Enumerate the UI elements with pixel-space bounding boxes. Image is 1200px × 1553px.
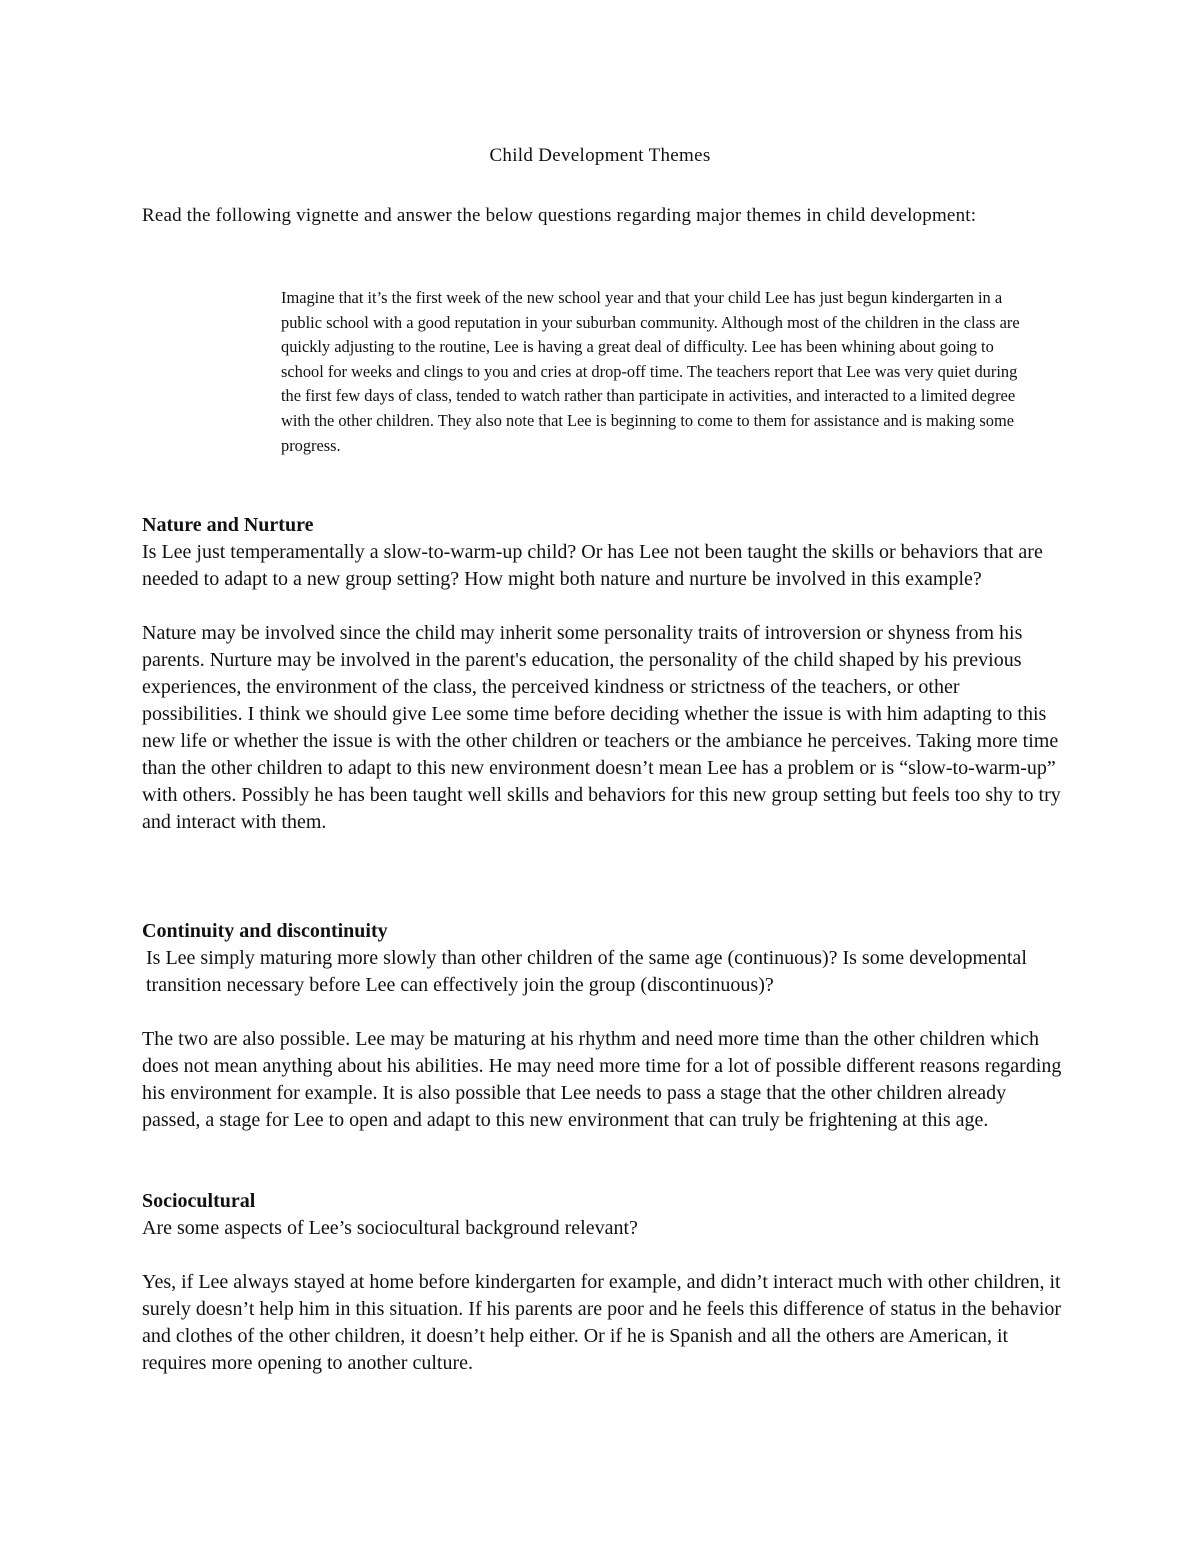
section-answer: Yes, if Lee always stayed at home before kindergarten for example, and didn’t interact much with other children, it surely doesn’t help him in this situation. If his parents are poor and he feels this difference of status in the behavior and clothes of the other children, it doesn’t help either. Or if he is Spanish and all the others are American, it requires more opening to another culture. (142, 1271, 1062, 1374)
intro-paragraph: Read the following vignette and answer the below questions regarding major themes in child development: (142, 205, 977, 226)
vignette-block: Imagine that it’s the first week of the new school year and that your child Lee has just begun kindergarten in a public school with a good reputation in your suburban community. Although most of the children in the class are quickly adjusting to the routine, Lee is having a great deal of difficulty. Lee has been whining about going to school for weeks and clings to you and cries at drop-off time. The teachers report that Lee was very quiet during the first few days of class, tended to watch rather than participate in activities, and interacted to a limited degree with the other children. They also note that Lee is beginning to come to them for assistance and is making some progress. (281, 288, 1020, 455)
section-sociocultural (142, 1188, 1062, 1377)
section-question: Is Lee simply maturing more slowly than other children of the same age (continuous)? Is some developmental transition necessary before Lee can effectively join the group (discontinuous)? (146, 947, 1027, 996)
section-nature-nurture (142, 512, 1062, 836)
section-heading: Continuity and discontinuity (142, 920, 388, 942)
section-answer: The two are also possible. Lee may be maturing at his rhythm and need more time than the other children which does not mean anything about his abilities. He may need more time for a lot of possible different reasons regarding his environment for example. It is also possible that Lee needs to pass a stage that the other children already passed, a stage for Lee to open and adapt to this new environment that can truly be frightening at this age. (142, 1028, 1062, 1131)
section-heading: Nature and Nurture (142, 514, 314, 536)
section-question: Is Lee just temperamentally a slow-to-warm-up child? Or has Lee not been taught the skills or behaviors that are needed to adapt to a new group setting? How might both nature and nurture be involved in this example? (142, 541, 1043, 590)
document-title: Child Development Themes (489, 145, 711, 166)
section-answer: Nature may be involved since the child may inherit some personality traits of introversion or shyness from his parents. Nurture may be involved in the parent's education, the personality of the child shaped by his previous experiences, the environment of the class, the perceived kindness or strictness of the teachers, or other possibilities. I think we should give Lee some time before deciding whether the issue is with him adapting to this new life or whether the issue is with the other children or teachers or the ambiance he perceives. Taking more time than the other children to adapt to this new environment doesn’t mean Lee has a problem or is “slow-to-warm-up” with others. Possibly he has been taught well skills and behaviors for this new group setting but feels too shy to try and interact with them. (142, 622, 1061, 833)
section-heading: Sociocultural (142, 1190, 256, 1212)
section-question: Are some aspects of Lee’s sociocultural background relevant? (142, 1217, 638, 1239)
section-continuity (142, 918, 1062, 1134)
